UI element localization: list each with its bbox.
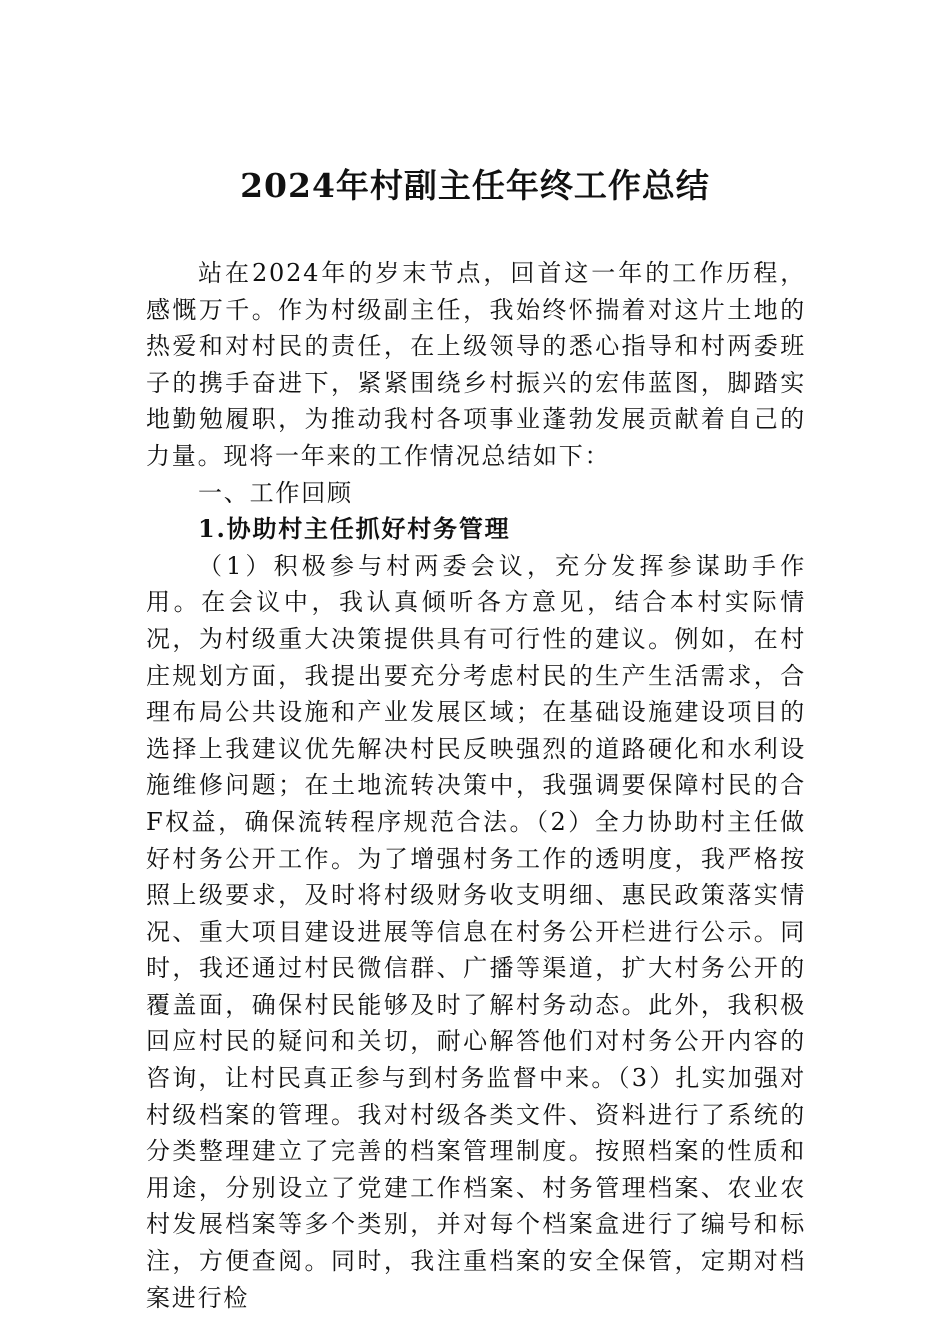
section-heading: 一、工作回顾 (198, 478, 353, 507)
body-paragraph: （1）积极参与村两委会议，充分发挥参谋助手作用。在会议中，我认真倾听各方意见，结合本村实际情况，为村级重大决策提供具有可行性的建议。例如，在村庄规划方面，我提出要充分考虑村民的生产生活需求，合理布局公共设施和产业发展区域；在基础设施建设项目的选择上我建议优先解决村民反映强烈的道路硬化和水利设施维修问题；在土地流转决策中，我强调要保障村民的合F权益，确保流转程序规范合法。（2）全力协助村主任做好村务公开工作。为了增强村务工作的透明度，我严格按照上级要求，及时将村级财务收支明细、惠民政策落实情况、重大项目建设进展等信息在村务公开栏进行公示。同时，我还通过村民微信群、广播等渠道，扩大村务公开的覆盖面，确保村民能够及时了解村务动态。此外，我积极回应村民的疑问和关切，耐心解答他们对村务公开内容的咨询，让村民真正参与到村务监督中来。（3）扎实加强对村级档案的管理。我对村级各类文件、资料进行了系统的分类整理建立了完善的档案管理制度。按照档案的性质和用途，分别设立了党建工作档案、村务管理档案、农业农村发展档案等多个类别，并对每个档案盒进行了编号和标注，方便查阅。同时，我注重档案的安全保管，定期对档案进行检 (146, 551, 806, 1312)
document-title: 2024年村副主任年终工作总结 (240, 166, 710, 205)
intro-paragraph: 站在2024年的岁末节点，回首这一年的工作历程，感慨万千。作为村级副主任，我始终怀揣着对这片土地的热爱和对村民的责任，在上级领导的悉心指导和村两委班子的携手奋进下，紧紧围绕乡村振兴的宏伟蓝图，脚踏实地勤勉履职，为推动我村各项事业蓬勃发展贡献着自己的力量。现将一年来的工作情况总结如下： (146, 259, 806, 470)
document-body (146, 255, 806, 1316)
subsection-heading: 1.协助村主任抓好村务管理 (198, 514, 511, 544)
